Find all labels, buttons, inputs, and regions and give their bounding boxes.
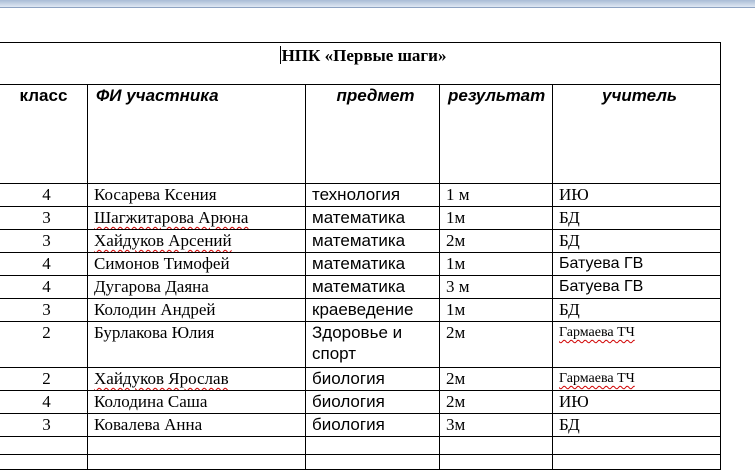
header-result: результат [440, 85, 553, 184]
cell-grade: 3 [0, 207, 88, 230]
table-row[interactable] [0, 368, 721, 391]
cell-name: Колодин Андрей [88, 299, 306, 322]
empty-cell[interactable] [88, 437, 306, 455]
cell-subject: математика [306, 230, 440, 253]
cell-subject: математика [306, 253, 440, 276]
cell-name [88, 368, 306, 391]
spelling-marked-name: Хайдуков Арсений [94, 231, 232, 250]
cell-name: Симонов Тимофей [88, 253, 306, 276]
cell-name: Дугарова Даяна [88, 276, 306, 299]
spelling-marked-name: Хайдуков Ярослав [94, 369, 229, 388]
cell-result: 3м [440, 414, 553, 437]
cell-teacher: Батуева ГВ [553, 253, 721, 276]
empty-row[interactable] [0, 455, 721, 470]
cell-result: 1м [440, 253, 553, 276]
cell-subject: краеведение [306, 299, 440, 322]
empty-cell[interactable] [306, 455, 440, 470]
cell-result: 1м [440, 207, 553, 230]
table-row[interactable] [0, 276, 721, 299]
cell-teacher: ИЮ [553, 391, 721, 414]
cell-grade: 3 [0, 299, 88, 322]
empty-cell[interactable] [553, 437, 721, 455]
cell-grade: 4 [0, 391, 88, 414]
cell-subject: математика [306, 276, 440, 299]
header-teacher: учитель [553, 85, 721, 184]
empty-cell[interactable] [440, 455, 553, 470]
cell-result: 3 м [440, 276, 553, 299]
cell-subject: биология [306, 368, 440, 391]
cell-grade: 2 [0, 322, 88, 368]
empty-cell[interactable] [440, 437, 553, 455]
cell-grade: 2 [0, 368, 88, 391]
cell-result: 2м [440, 230, 553, 253]
text-cursor [280, 46, 281, 64]
cell-subject: математика [306, 207, 440, 230]
table-row[interactable] [0, 253, 721, 276]
cell-subject: биология [306, 414, 440, 437]
empty-cell[interactable] [88, 455, 306, 470]
header-name: ФИ участника [88, 85, 306, 184]
spelling-marked-teacher: Гармаева ТЧ [559, 371, 635, 386]
header-grade: класс [0, 85, 88, 184]
cell-subject: Здоровье и спорт [306, 322, 440, 368]
spelling-marked-name: Шагжитарова Арюна [94, 208, 249, 227]
spelling-marked-teacher: Гармаева ТЧ [559, 325, 635, 340]
results-table[interactable] [0, 42, 721, 470]
cell-subject: биология [306, 391, 440, 414]
cell-name: Ковалева Анна [88, 414, 306, 437]
cell-grade: 4 [0, 253, 88, 276]
cell-result: 1м [440, 299, 553, 322]
cell-grade: 3 [0, 230, 88, 253]
table-row[interactable] [0, 184, 721, 207]
cell-result: 2м [440, 391, 553, 414]
cell-teacher: БД [553, 207, 721, 230]
cell-subject: технология [306, 184, 440, 207]
cell-teacher: БД [553, 414, 721, 437]
table-row[interactable] [0, 230, 721, 253]
cell-teacher: БД [553, 230, 721, 253]
table-row[interactable] [0, 299, 721, 322]
table-title-cell[interactable] [0, 43, 721, 85]
empty-cell[interactable] [0, 437, 88, 455]
cell-teacher: БД [553, 299, 721, 322]
cell-teacher: Батуева ГВ [553, 276, 721, 299]
table-row[interactable] [0, 322, 721, 368]
table-row[interactable] [0, 414, 721, 437]
header-row [0, 85, 721, 184]
header-subject: предмет [306, 85, 440, 184]
cell-result: 2м [440, 368, 553, 391]
cell-teacher: ИЮ [553, 184, 721, 207]
table-row[interactable] [0, 391, 721, 414]
table-title: НПК «Первые шаги» [281, 46, 447, 65]
empty-cell[interactable] [553, 455, 721, 470]
cell-name: Бурлакова Юлия [88, 322, 306, 368]
empty-cell[interactable] [0, 455, 88, 470]
cell-name [88, 207, 306, 230]
empty-row[interactable] [0, 437, 721, 455]
cell-name: Колодина Саша [88, 391, 306, 414]
cell-name: Косарева Ксения [88, 184, 306, 207]
cell-grade: 3 [0, 414, 88, 437]
cell-teacher [553, 368, 721, 391]
table-row[interactable] [0, 207, 721, 230]
empty-cell[interactable] [306, 437, 440, 455]
cell-teacher [553, 322, 721, 368]
cell-result: 2м [440, 322, 553, 368]
cell-grade: 4 [0, 276, 88, 299]
window-top-bar [0, 0, 755, 8]
cell-name [88, 230, 306, 253]
cell-result: 1 м [440, 184, 553, 207]
cell-grade: 4 [0, 184, 88, 207]
document-page[interactable] [0, 8, 755, 438]
